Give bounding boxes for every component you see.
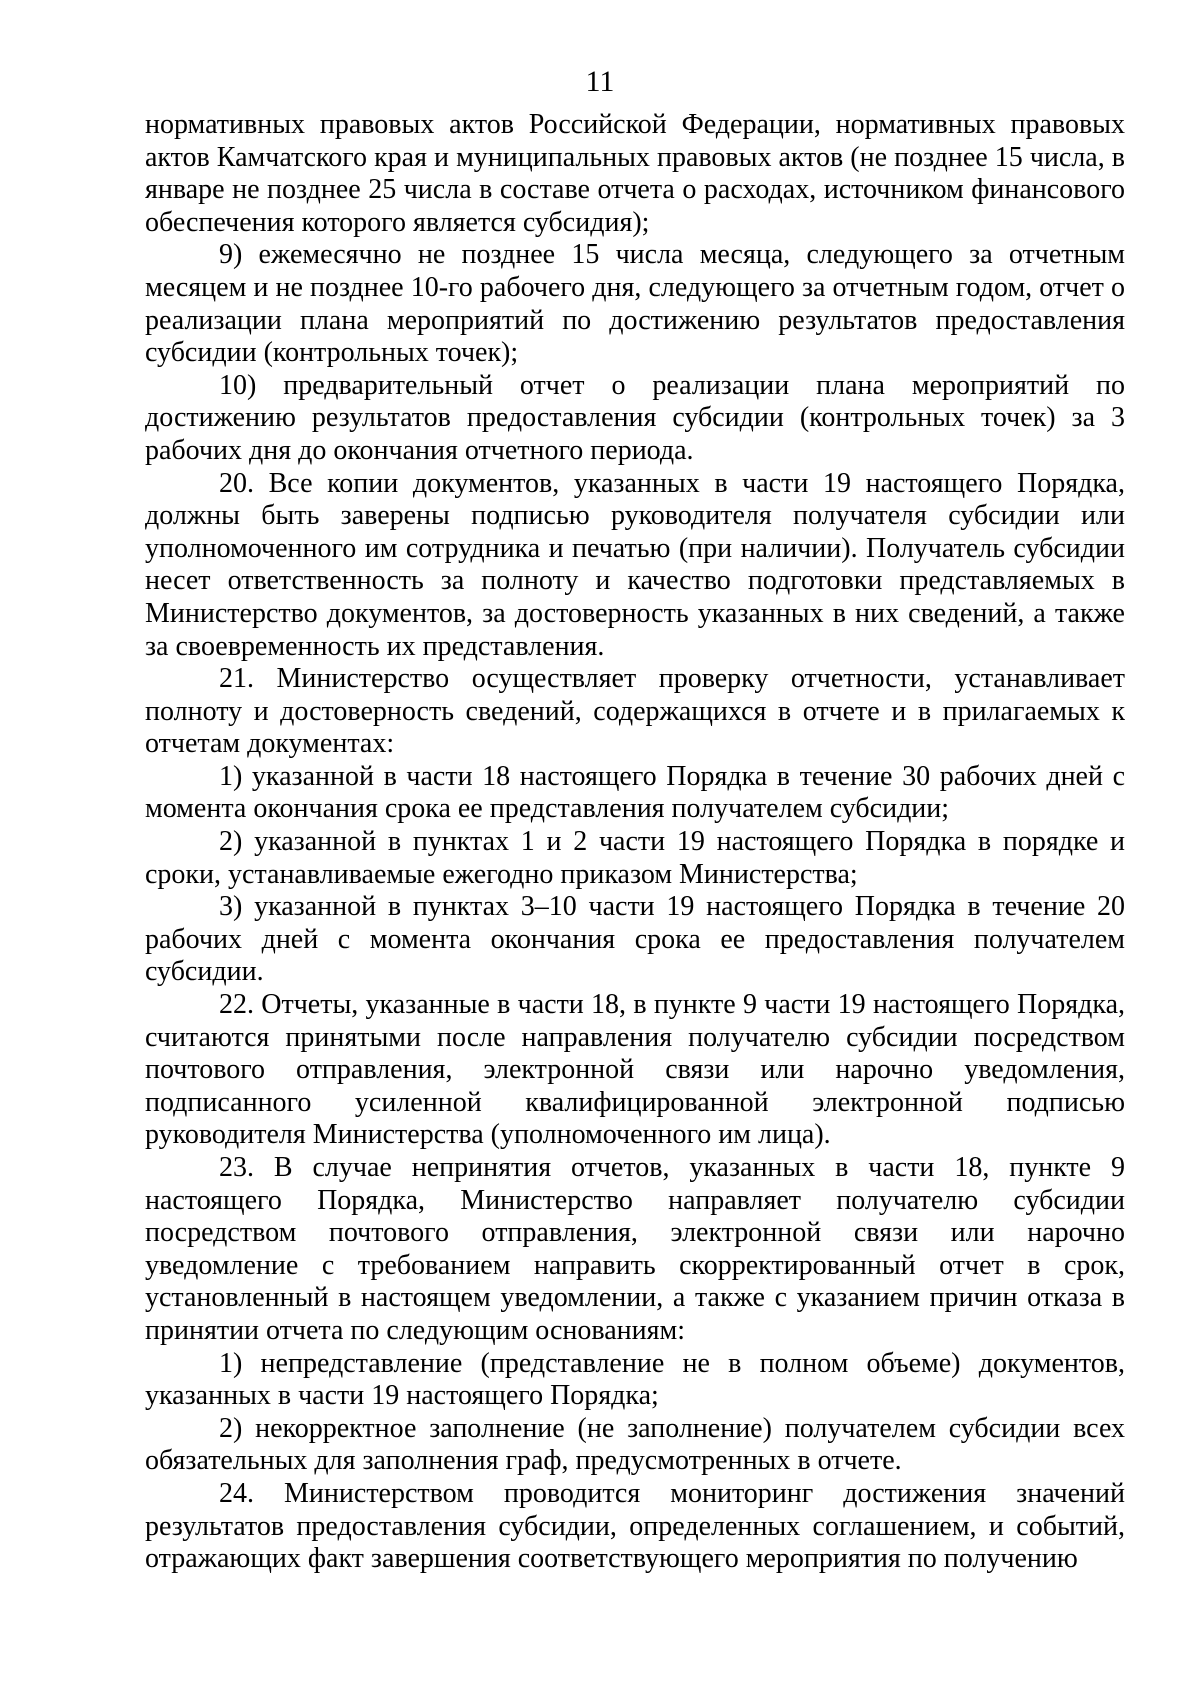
paragraph-section-22: 22. Отчеты, указанные в части 18, в пункте 9 части 19 настоящего Порядка, считаются принятыми после направления получателю субсидии посредством почтового отправления, электронной связи или нарочно уведомления, подписанного усиленной квалифицированной электронной подписью руководителя Министерства (уполномоченного им лица). [145, 989, 1125, 1151]
document-body [145, 109, 1125, 1576]
paragraph-item-10: 10) предварительный отчет о реализации плана мероприятий по достижению результатов предоставления субсидии (контрольных точек) за 3 рабочих дня до окончания отчетного периода. [145, 369, 1125, 466]
paragraph-section-23-item-1: 1) непредставление (представление не в полном объеме) документов, указанных в части 19 настоящего Порядка; [145, 1347, 1125, 1412]
paragraph-section-23: 23. В случае непринятия отчетов, указанных в части 18, пункте 9 настоящего Порядка, Министерство направляет получателю субсидии посредством почтового отправления, электронной связи или нарочно уведомление с требованием направить скорректированный отчет в срок, установленный в настоящем уведомлении, а также с указанием причин отказа в принятии отчета по следующим основаниям: [145, 1152, 1125, 1346]
paragraph-section-21-item-1: 1) указанной в части 18 настоящего Порядка в течение 30 рабочих дней с момента окончания срока ее представления получателем субсидии; [145, 760, 1125, 825]
paragraph-section-21-item-3: 3) указанной в пунктах 3–10 части 19 настоящего Порядка в течение 20 рабочих дней с момента окончания срока ее предоставления получателем субсидии. [145, 891, 1125, 988]
paragraph-section-21: 21. Министерство осуществляет проверку отчетности, устанавливает полноту и достоверность сведений, содержащихся в отчете и в прилагаемых к отчетам документах: [145, 663, 1125, 760]
paragraph-section-20: 20. Все копии документов, указанных в части 19 настоящего Порядка, должны быть заверены подписью руководителя получателя субсидии или уполномоченного им сотрудника и печатью (при наличии). Получатель субсидии несет ответственность за полноту и качество подготовки представляемых в Министерство документов, за достоверность указанных в них сведений, а также за своевременность их представления. [145, 467, 1125, 662]
paragraph-section-24: 24. Министерством проводится мониторинг достижения значений результатов предоставления субсидии, определенных соглашением, и событий, отражающих факт завершения соответствующего мероприятия по получению [145, 1477, 1125, 1575]
paragraph-item-9: 9) ежемесячно не позднее 15 числа месяца, следующего за отчетным месяцем и не позднее 10-го рабочего дня, следующего за отчетным годом, отчет о реализации плана мероприятий по достижению результатов предоставления субсидии (контрольных точек); [145, 239, 1125, 369]
paragraph-section-23-item-2: 2) некорректное заполнение (не заполнение) получателем субсидии всех обязательных для заполнения граф, предусмотренных в отчете. [145, 1412, 1125, 1477]
paragraph-continuation: нормативных правовых актов Российской Федерации, нормативных правовых актов Камчатского края и муниципальных правовых актов (не позднее 15 числа, в январе не позднее 25 числа в составе отчета о расходах, источником финансового обеспечения которого является субсидия); [145, 109, 1125, 238]
paragraph-section-21-item-2: 2) указанной в пунктах 1 и 2 части 19 настоящего Порядка в порядке и сроки, устанавливаемые ежегодно приказом Министерства; [145, 826, 1125, 890]
page-number: 11 [585, 65, 615, 98]
